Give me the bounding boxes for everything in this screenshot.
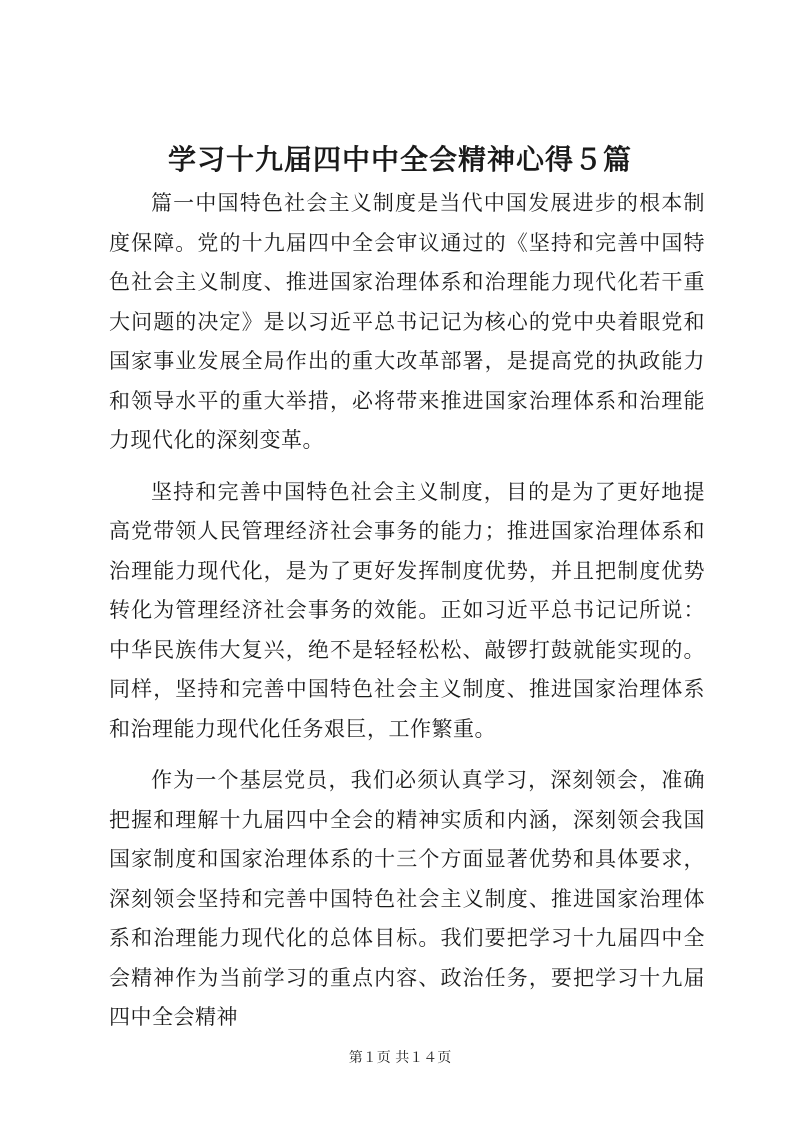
paragraph-2: 坚持和完善中国特色社会主义制度，目的是为了更好地提高党带领人民管理经济社会事务的能力；推进国家治理体系和治理能力现代化，是为了更好发挥制度优势，并且把制度优势转化为管理经济社会事务的效能。正如习近平总书记记所说：中华民族伟大复兴，绝不是轻轻松松、敲锣打鼓就能实现的。同样，坚持和完善中国特色社会主义制度、推进国家治理体系和治理能力现代化任务艰巨，工作繁重。	[109, 479, 705, 741]
paragraph-3: 作为一个基层党员，我们必须认真学习，深刻领会，准确把握和理解十九届四中全会的精神实质和内涵，深刻领会我国国家制度和国家治理体系的十三个方面显著优势和具体要求，深刻领会坚持和完善中国特色社会主义制度、推进国家治理体系和治理能力现代化的总体目标。我们要把学习十九届四中全会精神作为当前学习的重点内容、政治任务，要把学习十九届四中全会精神	[109, 768, 705, 1029]
page-number-footer: 第１页 共１４页	[348, 1050, 452, 1066]
paragraph-1: 篇一中国特色社会主义制度是当代中国发展进步的根本制度保障。党的十九届四中全会审议通过的《坚持和完善中国特色社会主义制度、推进国家治理体系和治理能力现代化若干重大问题的决定》是以习近平总书记记为核心的党中央着眼党和国家事业发展全局作出的重大改革部署，是提高党的执政能力和领导水平的重大举措，必将带来推进国家治理体系和治理能力现代化的深刻变革。	[109, 191, 705, 452]
document-title: 学习十九届四中中全会精神心得５篇	[167, 143, 632, 176]
document-body	[109, 184, 705, 1050]
